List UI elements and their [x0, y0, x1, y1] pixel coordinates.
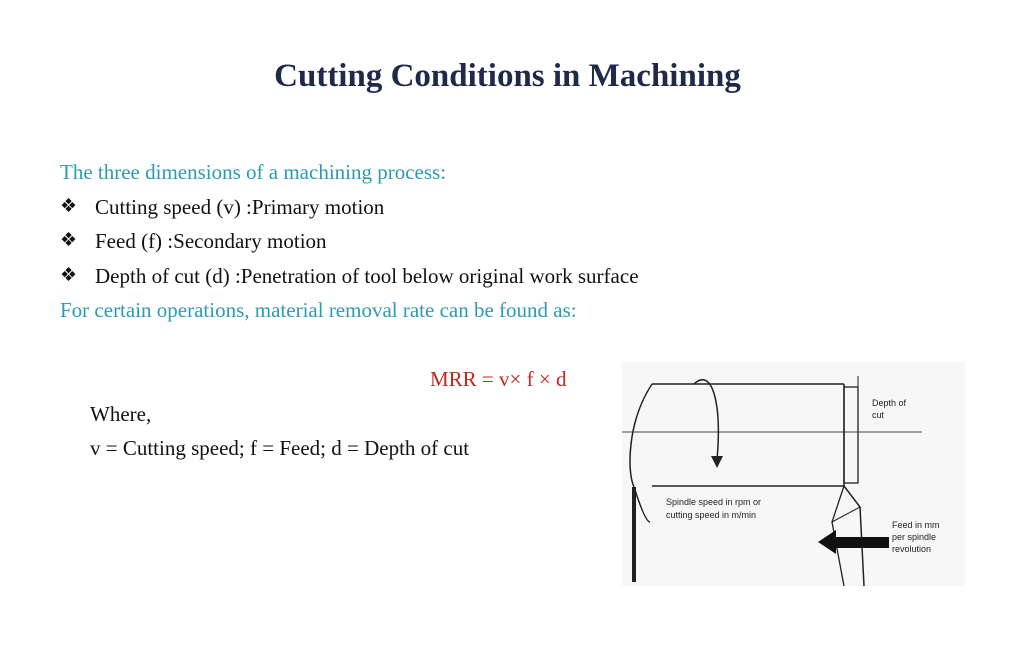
depth-label-line1: Depth of — [872, 398, 907, 408]
diamond-bullet-icon: ❖ — [60, 230, 78, 251]
intro-text: The three dimensions of a machining process: — [60, 160, 447, 184]
diamond-bullet-icon: ❖ — [60, 265, 78, 286]
where-label: Where, — [90, 402, 152, 426]
depth-label-line2: cut — [872, 410, 885, 420]
feed-label-line1: Feed in mm — [892, 520, 940, 530]
mrr-formula: MRR = v× f × d — [430, 367, 567, 391]
spindle-label-line1: Spindle speed in rpm or — [666, 497, 762, 507]
where-definition: v = Cutting speed; f = Feed; d = Depth of cut — [90, 436, 470, 460]
bullet-item-depth-of-cut — [60, 264, 639, 288]
diamond-bullet-icon: ❖ — [60, 196, 78, 217]
feed-arrow-shaft — [834, 537, 889, 548]
turning-diagram — [622, 362, 965, 586]
bullet-item-feed — [60, 229, 327, 253]
spindle-left-edge — [632, 487, 636, 582]
spindle-label-line2: cutting speed in m/min — [666, 510, 757, 520]
slide-title: Cutting Conditions in Machining — [274, 58, 741, 94]
mrr-intro-text: For certain operations, material removal rate can be found as: — [60, 298, 577, 322]
feed-label-line3: revolution — [892, 544, 932, 554]
bullet-text: Cutting speed (v) :Primary motion — [95, 195, 385, 219]
feed-label-line2: per spindle — [892, 532, 937, 542]
bullet-item-cutting-speed — [60, 195, 384, 219]
bullet-text: Feed (f) :Secondary motion — [95, 229, 327, 253]
bullet-text: Depth of cut (d) :Penetration of tool below original work surface — [95, 264, 639, 288]
